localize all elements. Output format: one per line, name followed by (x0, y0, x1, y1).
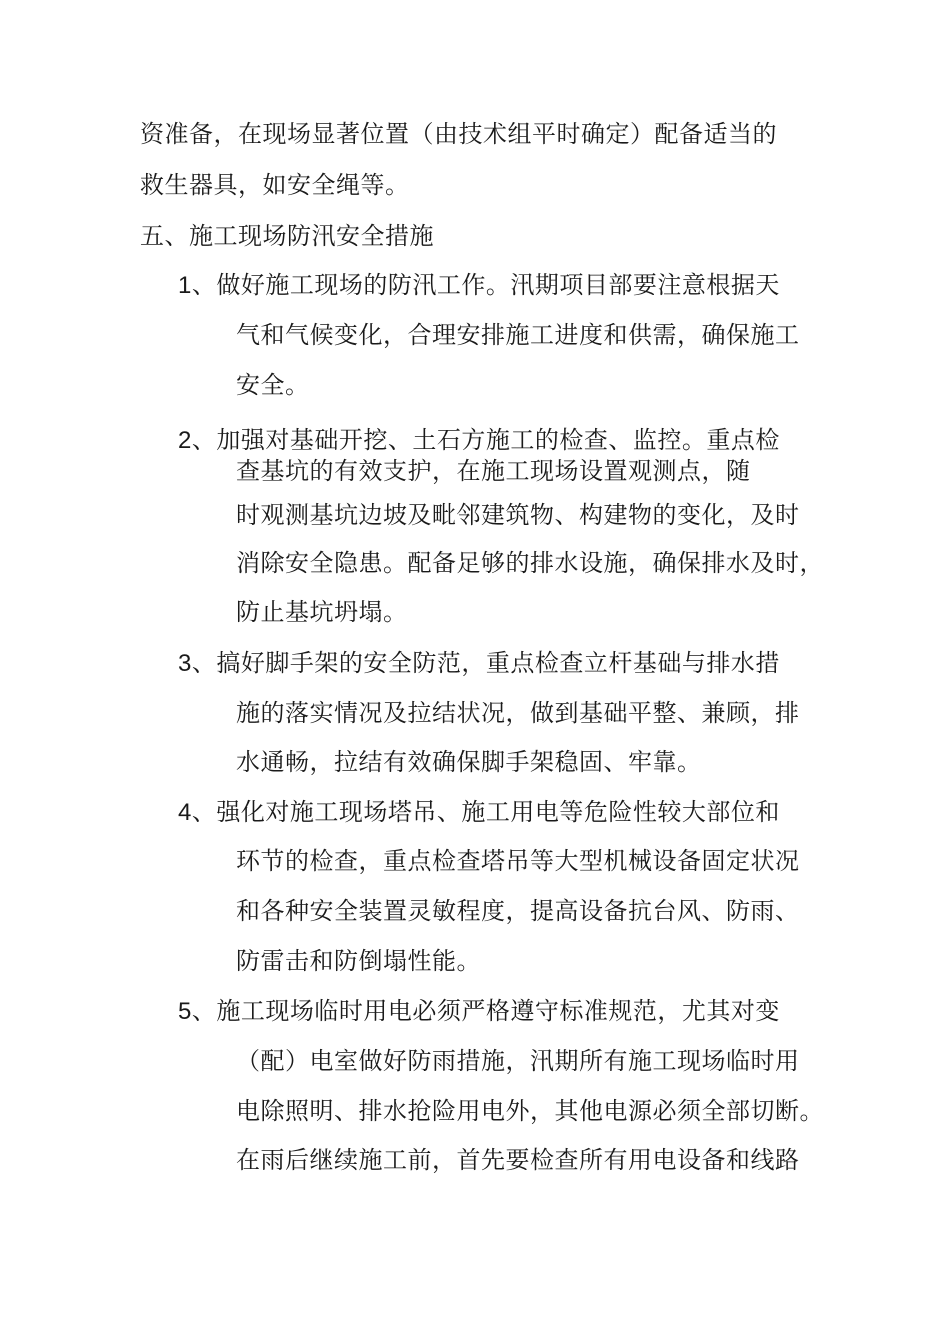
item-text: 、搞好脚手架的安全防范，重点检查立杆基础与排水措 (191, 649, 780, 677)
list-item-1-first-line (178, 270, 780, 301)
list-item-3-line: 水通畅，拉结有效确保脚手架稳固、牢靠。 (236, 748, 702, 776)
list-item-5-line: （配）电室做好防雨措施，汛期所有施工现场临时用 (236, 1047, 800, 1075)
item-text: 、做好施工现场的防汛工作。汛期项目部要注意根据天 (191, 271, 780, 299)
list-item-2-line: 时观测基坑边坡及毗邻建筑物、构建物的变化，及时 (236, 501, 800, 529)
item-text: 、强化对施工现场塔吊、施工用电等危险性较大部位和 (191, 798, 780, 826)
list-item-2-first-line (178, 425, 780, 456)
item-number: 3 (178, 650, 192, 677)
list-item-2-line: 消除安全隐患。配备足够的排水设施，确保排水及时， (236, 549, 824, 577)
section-heading: 五、施工现场防汛安全措施 (140, 222, 434, 250)
list-item-4-line: 和各种安全装置灵敏程度，提高设备抗台风、防雨、 (236, 897, 800, 925)
list-item-5-line: 电除照明、排水抢险用电外，其他电源必须全部切断。 (236, 1097, 824, 1125)
list-item-2-line: 防止基坑坍塌。 (236, 598, 408, 626)
list-item-3-first-line (178, 648, 780, 679)
item-number: 5 (178, 998, 192, 1025)
list-item-4-line: 环节的检查，重点检查塔吊等大型机械设备固定状况 (236, 847, 800, 875)
item-number: 2 (178, 427, 192, 454)
item-text: 、施工现场临时用电必须严格遵守标准规范，尤其对变 (191, 997, 780, 1025)
list-item-1-line: 气和气候变化，合理安排施工进度和供需，确保施工 (236, 321, 800, 349)
list-item-5-line: 在雨后继续施工前，首先要检查所有用电设备和线路 (236, 1146, 800, 1174)
item-number: 1 (178, 272, 192, 299)
list-item-4-first-line (178, 797, 780, 828)
item-text: 、加强对基础开挖、土石方施工的检查、监控。重点检 (191, 426, 780, 454)
list-item-5-first-line (178, 996, 780, 1027)
intro-line-2: 救生器具，如安全绳等。 (140, 171, 410, 199)
list-item-2-line: 查基坑的有效支护，在施工现场设置观测点，随 (236, 457, 751, 485)
list-item-4-line: 防雷击和防倒塌性能。 (236, 947, 481, 975)
intro-line-1: 资准备，在现场显著位置（由技术组平时确定）配备适当的 (140, 120, 777, 148)
item-number: 4 (178, 799, 192, 826)
list-item-1-line: 安全。 (236, 371, 310, 399)
list-item-3-line: 施的落实情况及拉结状况，做到基础平整、兼顾，排 (236, 699, 800, 727)
